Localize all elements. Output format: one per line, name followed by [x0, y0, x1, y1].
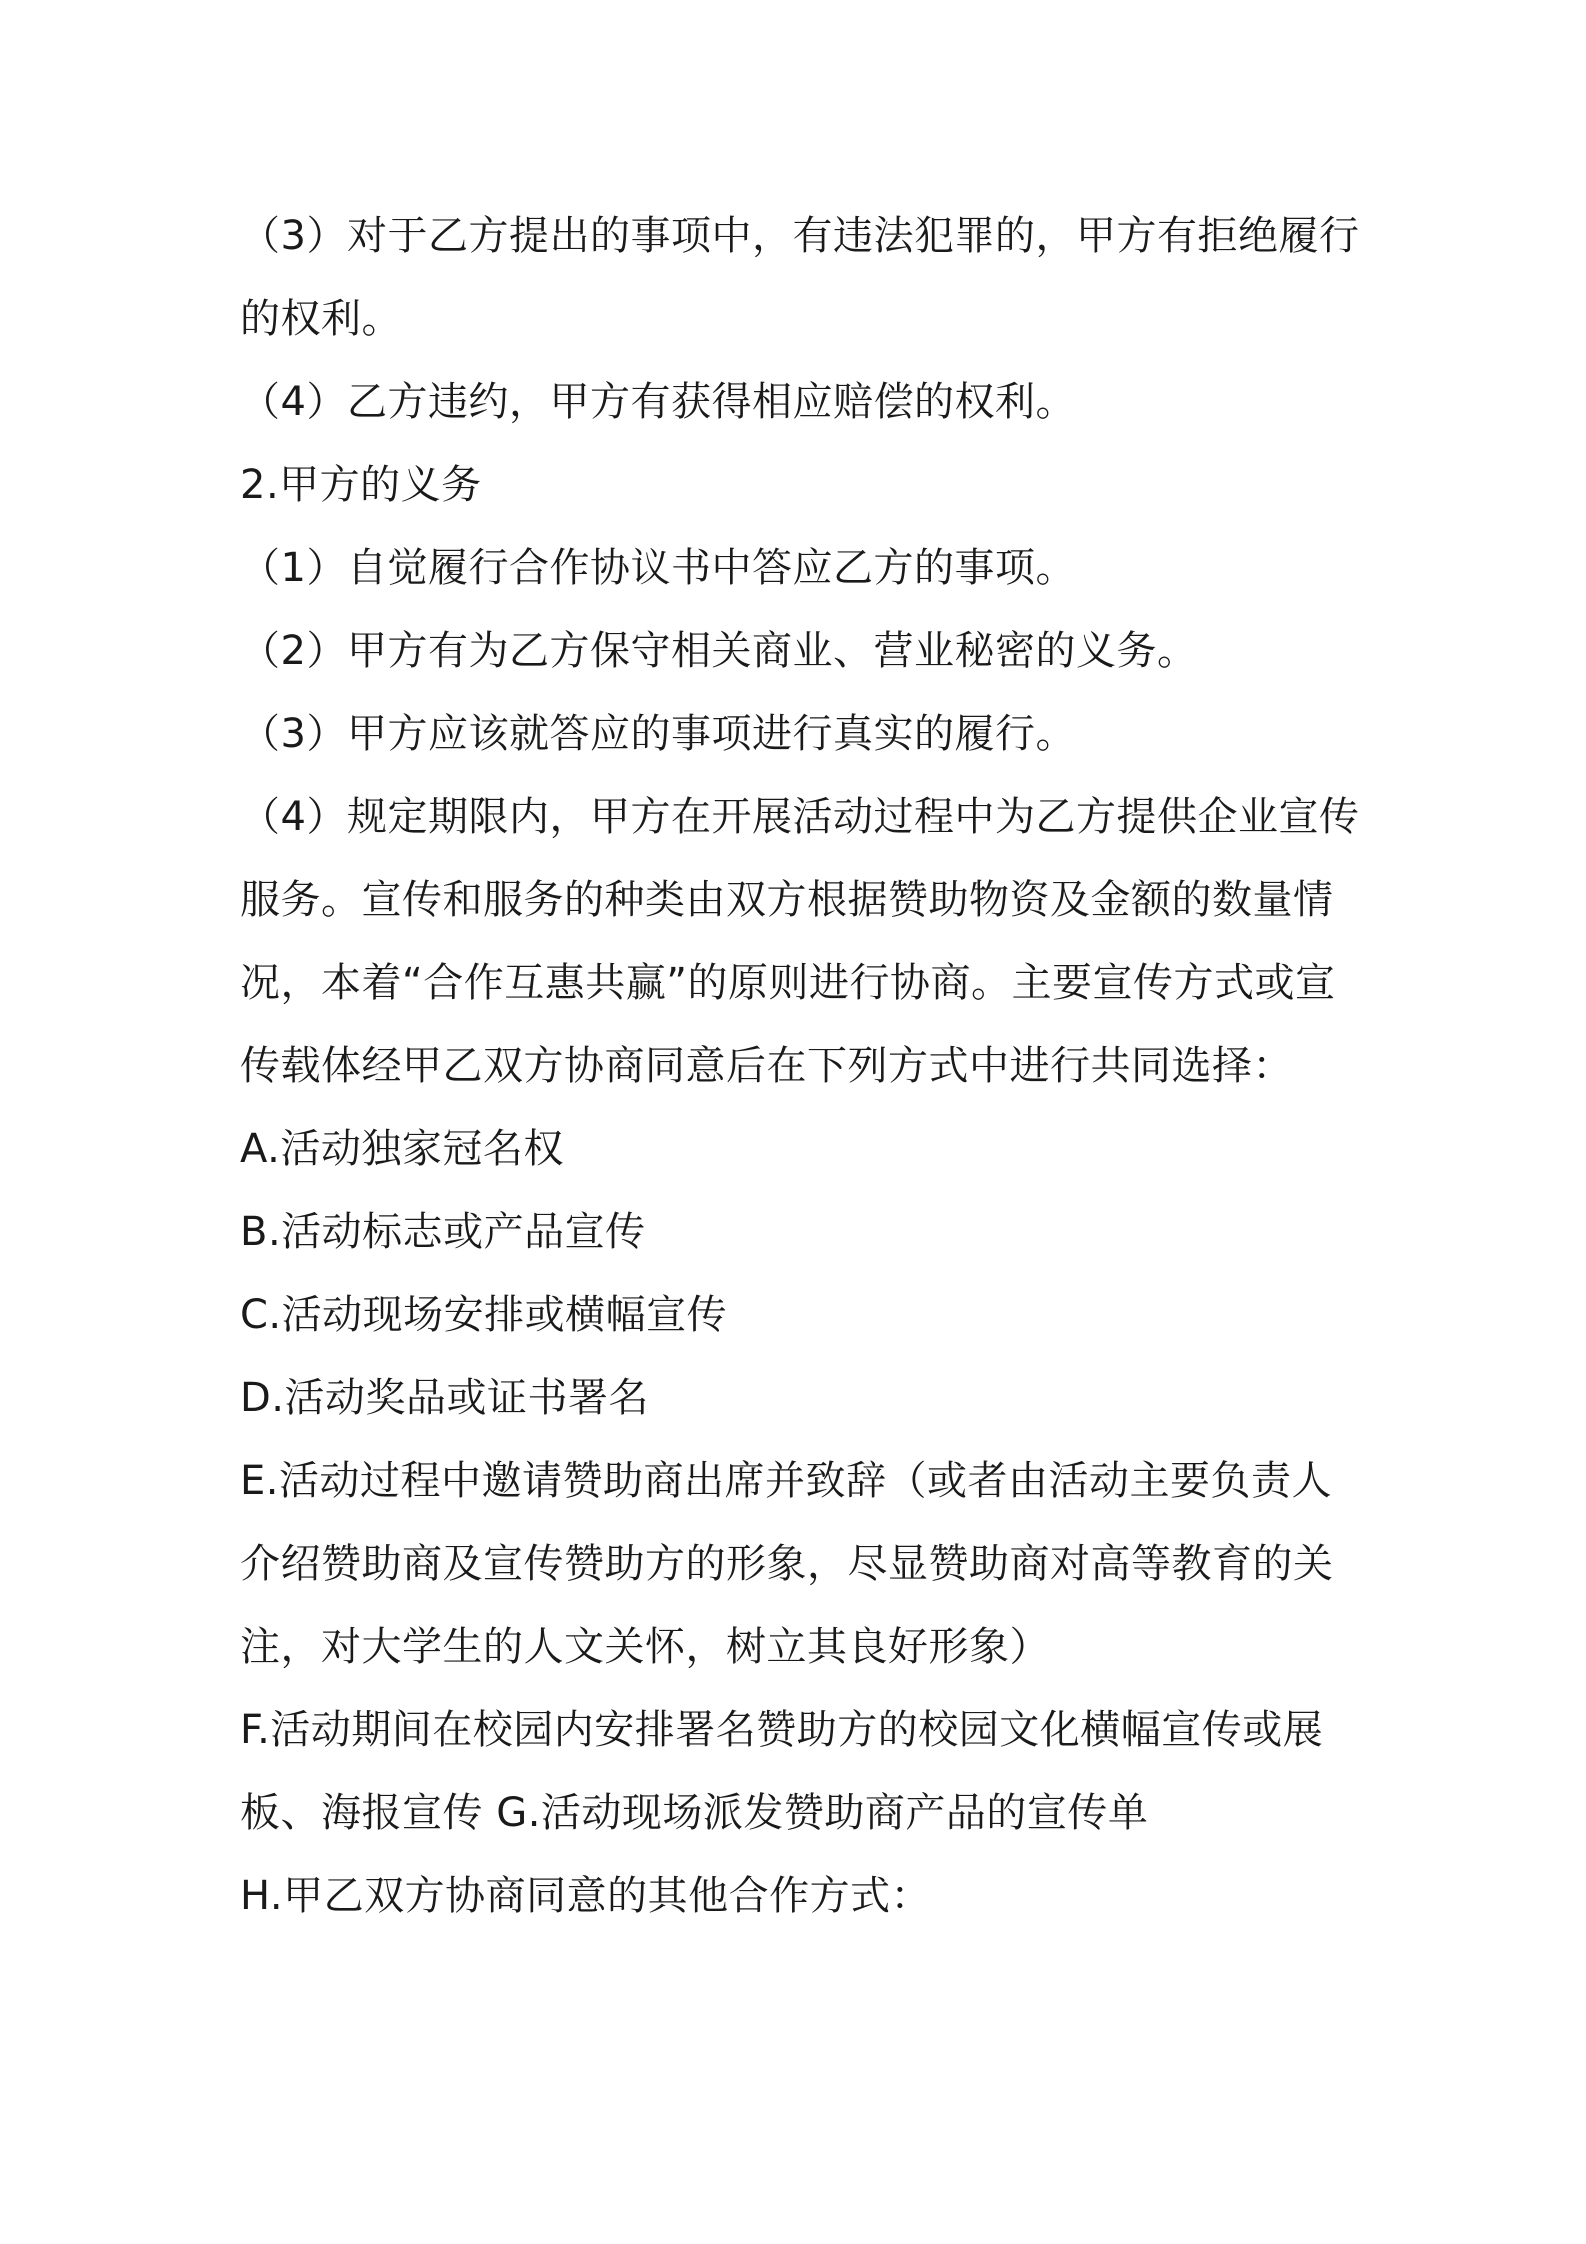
clause-paragraph: （4）规定期限内，甲方在开展活动过程中为乙方提供企业宣传服务。宣传和服务的种类由双方根据赞助物资及金额的数量情况，本着“合作互惠共赢”的原则进行协商。主要宣传方式或宣传载体经甲乙双方协商同意后在下列方式中进行共同选择：: [240, 794, 1360, 1089]
option-item: A.活动独家冠名权: [240, 1126, 564, 1172]
clause-paragraph: （3）甲方应该就答应的事项进行真实的履行。: [240, 711, 1076, 757]
clause-paragraph: （3）对于乙方提出的事项中，有违法犯罪的，甲方有拒绝履行的权利。: [240, 213, 1360, 342]
option-item: C.活动现场安排或横幅宣传: [240, 1292, 728, 1338]
section-heading: 2.甲方的义务: [240, 462, 482, 508]
clause-paragraph: （2）甲方有为乙方保守相关商业、营业秘密的义务。: [240, 628, 1198, 674]
option-item: H.甲乙双方协商同意的其他合作方式：: [240, 1873, 932, 1919]
option-item: E.活动过程中邀请赞助商出席并致辞（或者由活动主要负责人介绍赞助商及宣传赞助方的形象，尽显赞助商对高等教育的关注，对大学生的人文关怀，树立其良好形象）: [240, 1458, 1334, 1670]
clause-paragraph: （1）自觉履行合作协议书中答应乙方的事项。: [240, 545, 1076, 591]
option-item: B.活动标志或产品宣传: [240, 1209, 646, 1255]
clause-paragraph: （4）乙方违约，甲方有获得相应赔偿的权利。: [240, 379, 1076, 425]
document-body: [240, 195, 1360, 1938]
option-item: F.活动期间在校园内安排署名赞助方的校园文化横幅宣传或展板、海报宣传 G.活动现场派发赞助商产品的宣传单: [240, 1707, 1324, 1836]
option-item: D.活动奖品或证书署名: [240, 1375, 650, 1421]
